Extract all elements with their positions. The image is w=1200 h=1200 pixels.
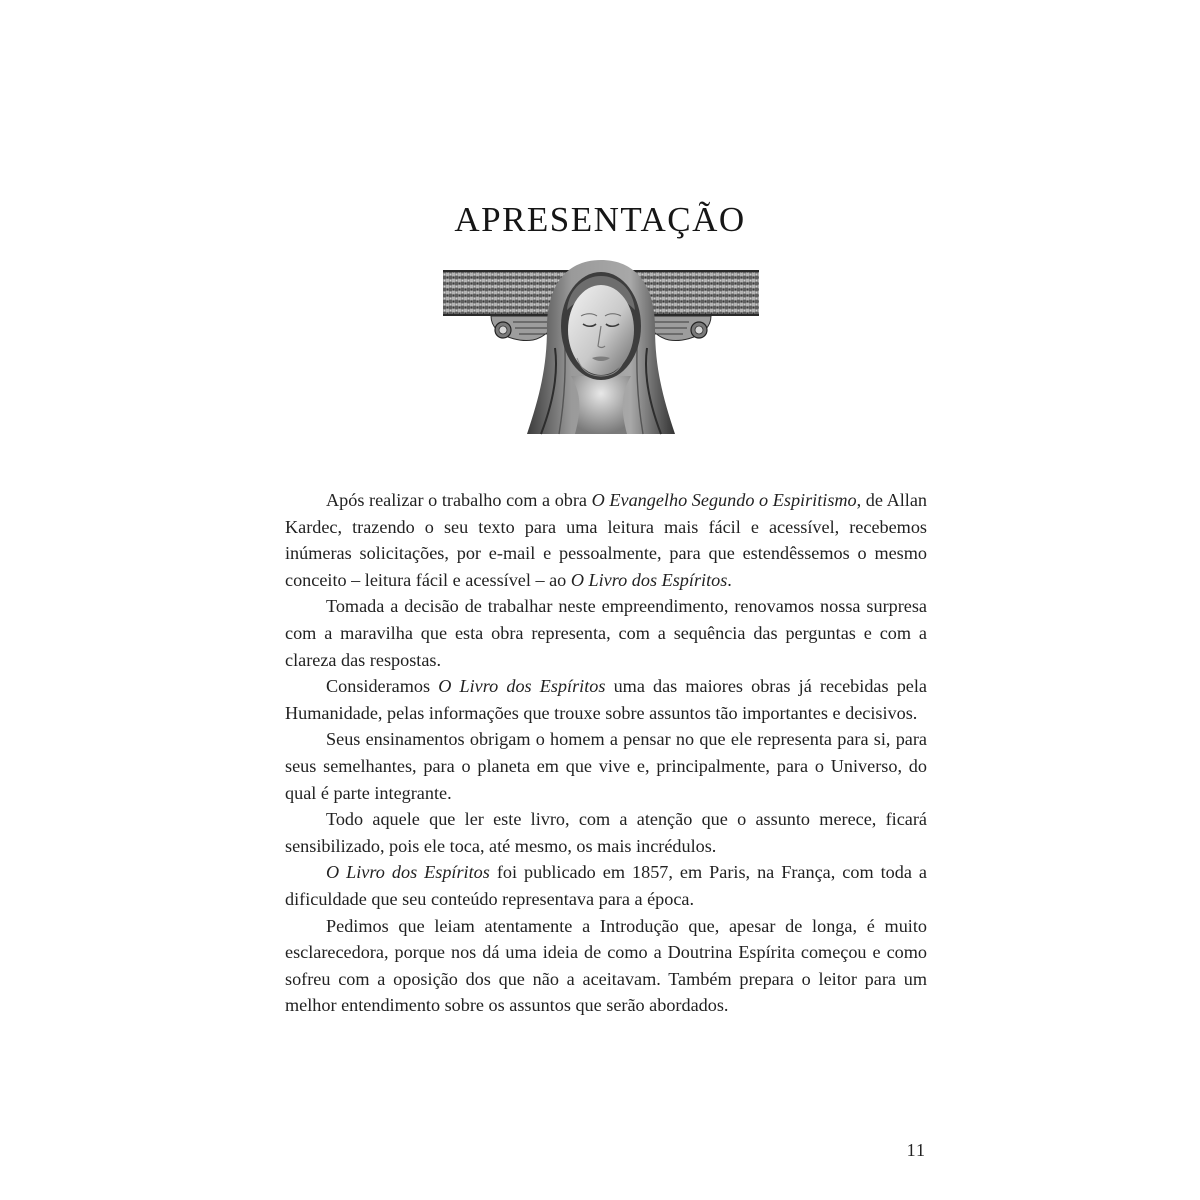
paragraph-5 <box>285 806 927 859</box>
book-title-italic: O Livro dos Espíritos <box>326 862 490 883</box>
text-run: uma das maiores obras já recebidas pela Humanidade, pelas informações que trouxe sobre assuntos tão importantes e decisivos. <box>285 676 927 723</box>
text-run: Pedimos que leiam atentamente a Introdução que, apesar de longa, é muito esclarecedora, porque nos dá uma ideia de como a Doutrina Espírita começou e como sofreu com a oposição dos que não a aceitavam. Também prepara o leitor para um melhor entendimento sobre os assuntos que serão abordados. <box>285 915 927 1016</box>
text-run: Tomada a decisão de trabalhar neste empreendimento, renovamos nossa surpresa com a maravilha que esta obra representa, com a sequência das perguntas e com a clareza das respostas. <box>285 596 927 670</box>
paragraph-2 <box>285 593 927 673</box>
text-run: . <box>727 569 732 590</box>
paragraph-7 <box>285 913 927 1019</box>
text-run: Após realizar o trabalho com a obra <box>326 490 592 510</box>
paragraph-6 <box>285 859 927 912</box>
text-run: Seus ensinamentos obrigam o homem a pensar no que ele representa para si, para seus semelhantes, para o planeta em que vive e, principalmente, para o Universo, do qual é parte integrante. <box>285 729 927 803</box>
paragraph-1 <box>285 487 927 593</box>
book-title-italic: O Livro dos Espíritos <box>438 676 606 697</box>
body-text <box>285 487 927 1019</box>
text-run: Todo aquele que ler este livro, com a atenção que o assunto merece, ficará sensibilizado, pois ele toca, até mesmo, os mais incrédulos. <box>285 809 927 856</box>
text-run: foi publicado em 1857, em Paris, na França, com toda a dificuldade que seu conteúdo representava para a época. <box>285 862 927 909</box>
veiled-woman-bust-ornament-icon <box>443 258 759 436</box>
paragraph-3 <box>285 673 927 726</box>
text-run: , de Allan Kardec, trazendo o seu texto para uma leitura mais fácil e acessível, recebemos inúmeras solicitações, por e-mail e pessoalmente, para que estendêssemos o mesmo conceito – leitura fácil e acessível – ao <box>285 490 927 590</box>
book-title-italic: O Livro dos Espíritos <box>570 569 728 590</box>
paragraph-4 <box>285 726 927 806</box>
book-title-italic: O Evangelho Segundo o Espiritismo <box>591 490 857 510</box>
text-run: Consideramos <box>326 676 439 697</box>
page-number: 11 <box>906 1140 926 1160</box>
chapter-title: APRESENTAÇÃO <box>454 200 746 239</box>
